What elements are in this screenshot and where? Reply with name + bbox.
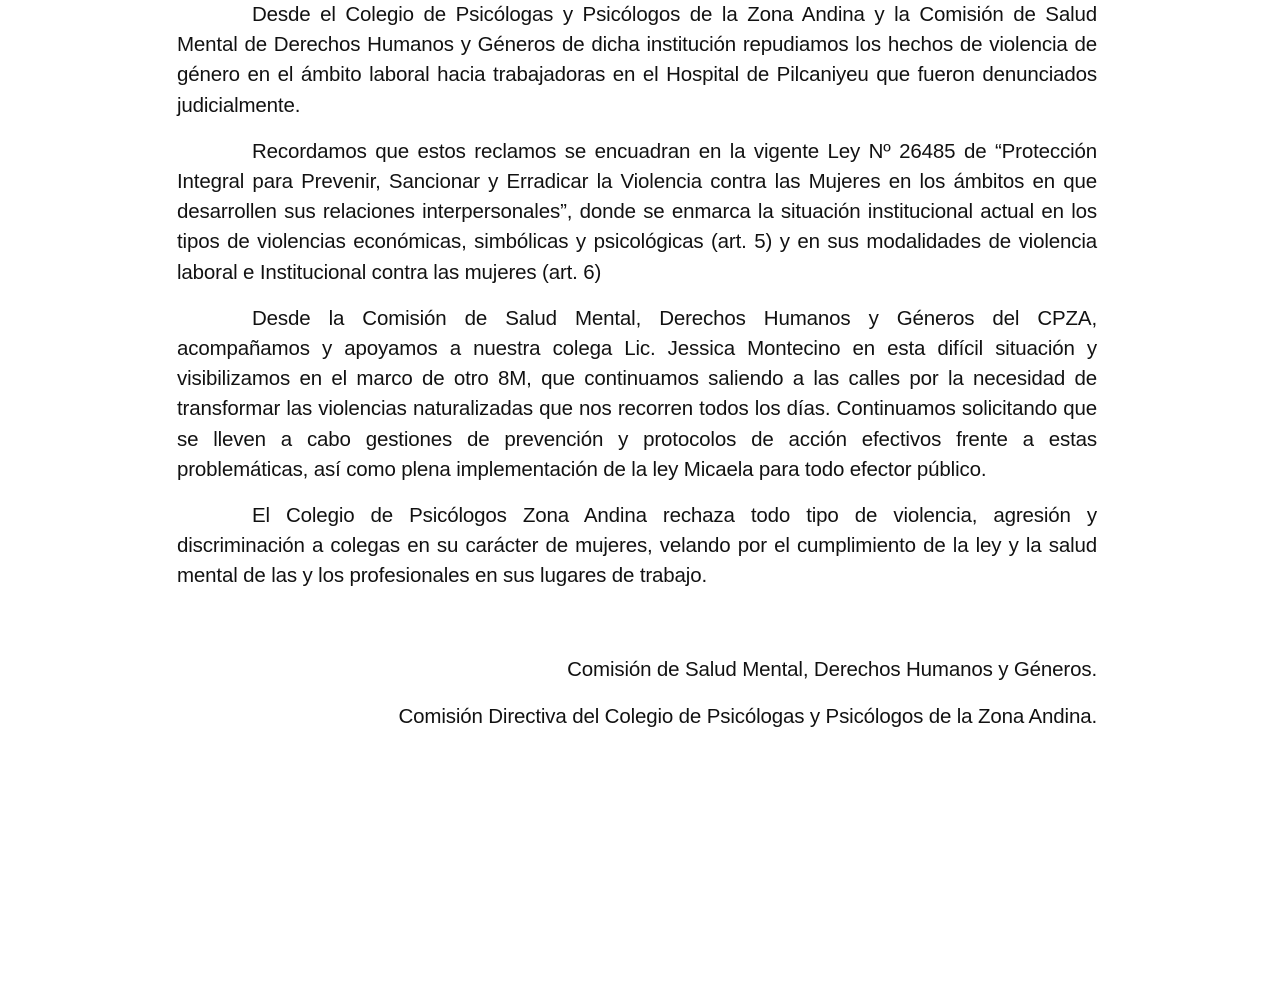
paragraph-ley-26485: Recordamos que estos reclamos se encuadran en la vigente Ley Nº 26485 de “Protección Integral para Prevenir, Sancionar y Erradicar la Violencia contra las Mujeres en los ámbitos en que desarrollen sus relaciones interpersonales”, donde se enmarca la situación institucional actual en los tipos de violencias económicas, simbólicas y psicológicas (art. 5) y en sus modalidades de violencia laboral e Institucional contra las mujeres (art. 6) [177, 139, 1097, 284]
signature-comision-directiva: Comisión Directiva del Colegio de Psicólogas y Psicólogos de la Zona Andina. [398, 704, 1097, 728]
signature-block [177, 655, 1097, 748]
paragraph-rechazo: El Colegio de Psicólogos Zona Andina rechaza todo tipo de violencia, agresión y discriminación a colegas en su carácter de mujeres, velando por el cumplimiento de la ley y la salud mental de las y los profesionales en sus lugares de trabajo. [177, 504, 1097, 588]
paragraph-repudio: Desde el Colegio de Psicólogas y Psicólogos de la Zona Andina y la Comisión de Salud Mental de Derechos Humanos y Géneros de dicha institución repudiamos los hechos de violencia de género en el ámbito laboral hacia trabajadoras en el Hospital de Pilcaniyeu que fueron denunciados judicialmente. [177, 3, 1097, 117]
paragraph-acompanamiento: Desde la Comisión de Salud Mental, Derechos Humanos y Géneros del CPZA, acompañamos y apoyamos a nuestra colega Lic. Jessica Montecino en esta difícil situación y visibilizamos en el marco de otro 8M, que continuamos saliendo a las calles por la necesidad de transformar las violencias naturalizadas que nos recorren todos los días. Continuamos solicitando que se lleven a cabo gestiones de prevención y protocolos de acción efectivos frente a estas problemáticas, así como plena implementación de la ley Micaela para todo efector público. [177, 306, 1097, 481]
signature-comision-salud-mental: Comisión de Salud Mental, Derechos Humanos y Géneros. [567, 658, 1097, 681]
document-body [177, 0, 1097, 608]
